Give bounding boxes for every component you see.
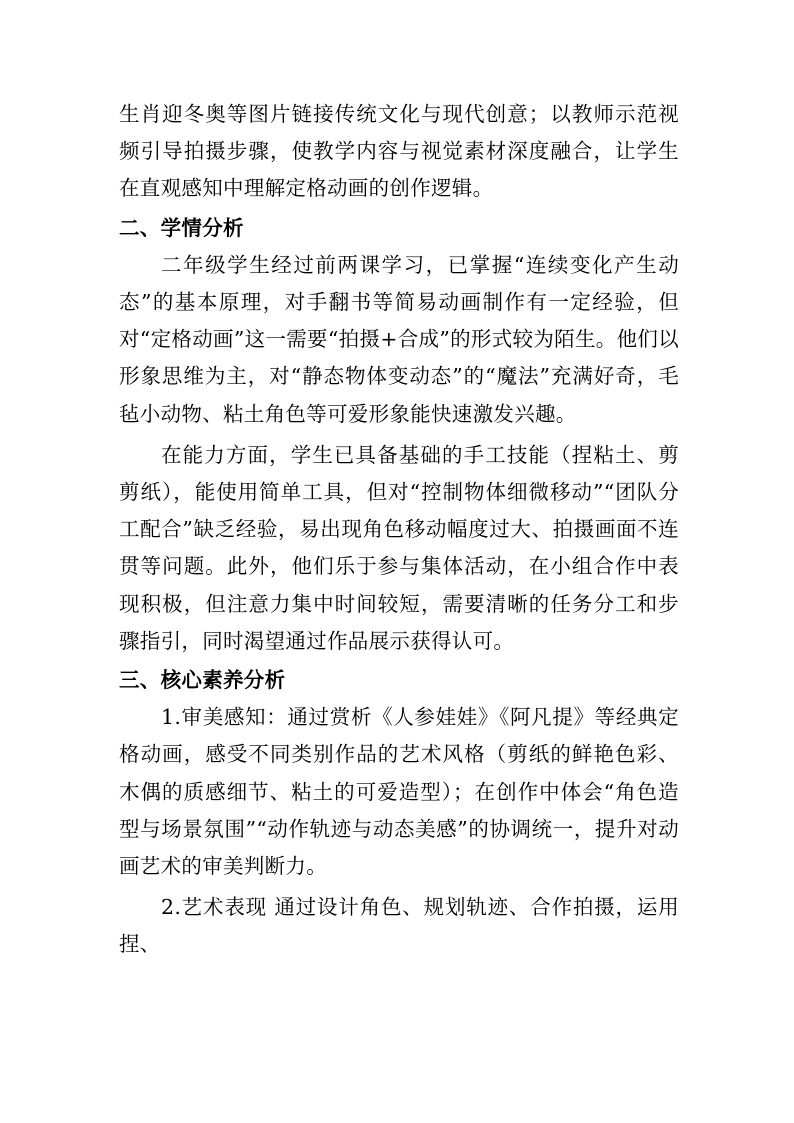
section-heading-learner-analysis: 二、学情分析 bbox=[119, 215, 244, 240]
paragraph-learner-analysis-2: 在能力方面，学生已具备基础的手工技能（捏粘土、剪剪纸），能使用简单工具，但对“控制物体细微移动”“团队分工配合”缺乏经验，易出现角色移动幅度过大、拍摄画面不连贯等问题。此外，他们乐于参与集体活动，在小组合作中表现积极，但注意力集中时间较短，需要清晰的任务分工和步骤指引，同时渴望通过作品展示获得认可。 bbox=[119, 442, 679, 653]
paragraph-artistic-expression: 2.艺术表现 通过设计角色、规划轨迹、合作拍摄，运用捏、 bbox=[119, 895, 679, 957]
paragraph-aesthetic-perception: 1.审美感知：通过赏析《人参娃娃》《阿凡提》等经典定格动画，感受不同类别作品的艺术风格（剪纸的鲜艳色彩、木偶的质感细节、粘土的可爱造型）；在创作中体会“角色造型与场景氛围”“动作轨迹与动态美感”的协调统一，提升对动画艺术的审美判断力。 bbox=[119, 705, 679, 879]
paragraph-intro-continued: 生肖迎冬奥等图片链接传统文化与现代创意；以教师示范视频引导拍摄步骤，使教学内容与视觉素材深度融合，让学生在直观感知中理解定格动画的创作逻辑。 bbox=[119, 102, 679, 201]
section-heading-core-literacy: 三、核心素养分析 bbox=[119, 668, 286, 693]
paragraph-learner-analysis-1: 二年级学生经过前两课学习，已掌握“连续变化产生动态”的基本原理，对手翻书等简易动画制作有一定经验，但对“定格动画”这一需要“拍摄+合成”的形式较为陌生。他们以形象思维为主，对“静态物体变动态”的“魔法”充满好奇，毛毡小动物、粘土角色等可爱形象能快速激发兴趣。 bbox=[119, 252, 679, 426]
document-body bbox=[119, 96, 679, 964]
